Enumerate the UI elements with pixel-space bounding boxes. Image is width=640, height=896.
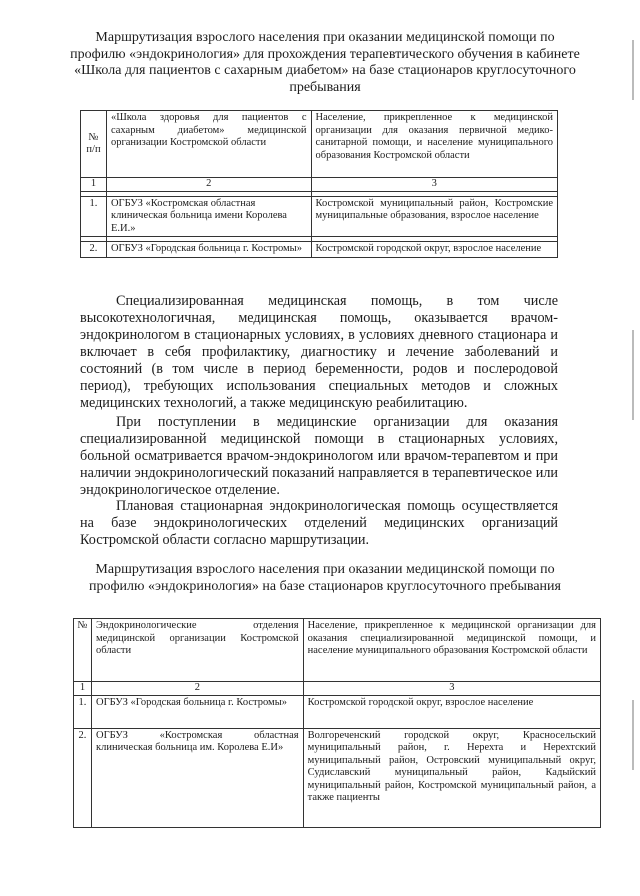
paragraph-admission: При поступлении в медицинские организации для оказания специализированной медицинской помощи в стационарных условиях, больной осматривается врачом-эндокринологом или врачом-терапевтом и при наличии эндокринологический показаний направляется в терапевтическое или эндокринологическое отделение. <box>80 414 558 498</box>
scan-edge-mark <box>632 40 634 100</box>
column-number-cell: 3 <box>303 682 600 696</box>
table-row <box>74 695 601 728</box>
header-cell-school: «Школа здоровья для пациентов с сахарным диабетом» медицинской организации Костромской области <box>106 111 311 178</box>
row-number: 2. <box>81 242 107 258</box>
table-row <box>81 242 558 258</box>
column-number-cell: 1 <box>81 178 107 192</box>
header-cell-number: № <box>74 619 92 682</box>
column-number-cell: 1 <box>74 682 92 696</box>
header-cell-departments: Эндокринологические отделения медицинской организации Костромской области <box>91 619 303 682</box>
table-column-numbers <box>81 178 558 192</box>
document-title-2: Маршрутизация взрослого населения при оказании медицинской помощи по профилю «эндокринология» на базе стационаров круглосуточного пребывания <box>88 562 561 594</box>
table-header-row <box>81 111 558 178</box>
scan-edge-mark <box>632 700 634 770</box>
header-cell-number: № п/п <box>81 111 107 178</box>
scan-edge-mark <box>632 330 634 420</box>
table-row <box>74 728 601 827</box>
row-population: Волгореченский городской округ, Красносельский муниципальный район, г. Нерехта и Нерехтский муниципальный район, Островский муниципальный округ, Судиславский муниципальный район, Кадыйский муниципальный район, Костромской муниципальный район, а также пациенты <box>303 728 600 827</box>
row-organization: ОГБУЗ «Костромская областная клиническая больница им. Королева Е.И» <box>91 728 303 827</box>
row-population: Костромской городской округ, взрослое население <box>311 242 557 258</box>
header-cell-population: Население, прикрепленное к медицинской организации для оказания первичной медико-санитарной помощи, и население муниципального образования Костромской области <box>311 111 557 178</box>
paragraph-planned-care: Плановая стационарная эндокринологическая помощь осуществляется на базе эндокринологических отделений медицинских организаций Костромской области согласно маршрутизации. <box>80 498 558 548</box>
row-organization: ОГБУЗ «Городская больница г. Костромы» <box>106 242 311 258</box>
routing-table-1 <box>80 110 558 258</box>
row-population: Костромской муниципальный район, Костромские муниципальные образования, взрослое население <box>311 196 557 237</box>
document-title-1: Маршрутизация взрослого населения при оказании медицинской помощи по профилю «эндокринология» для прохождения терапевтического обучения в кабинете «Школа для пациентов с сахарным диабетом» на базе стационаров круглосуточного пребывания <box>70 30 580 95</box>
column-number-cell: 2 <box>106 178 311 192</box>
row-organization: ОГБУЗ «Костромская областная клиническая больница имени Королева Е.И.» <box>106 196 311 237</box>
row-number: 2. <box>74 728 92 827</box>
column-number-cell: 2 <box>91 682 303 696</box>
table-row <box>81 196 558 237</box>
row-number: 1. <box>74 695 92 728</box>
column-number-cell: 3 <box>311 178 557 192</box>
paragraph-specialized-care: Специализированная медицинская помощь, в том числе высокотехнологичная, медицинская помощь, оказывается врачом-эндокринологом в стационарных условиях, в условиях дневного стационара и включает в себя профилактику, диагностику и лечение заболеваний и состояний (в том числе в период беременности, родов и послеродовой период), требующих использования специальных методов и сложных медицинских технологий, а также медицинскую реабилитацию. <box>80 293 558 411</box>
row-number: 1. <box>81 196 107 237</box>
table-header-row <box>74 619 601 682</box>
row-organization: ОГБУЗ «Городская больница г. Костромы» <box>91 695 303 728</box>
header-cell-population: Население, прикрепленное к медицинской организации для оказания специализированной медицинской помощи, и население муниципального образования Костромской области <box>303 619 600 682</box>
table-column-numbers <box>74 682 601 696</box>
routing-table-2 <box>73 618 601 828</box>
row-population: Костромской городской округ, взрослое население <box>303 695 600 728</box>
